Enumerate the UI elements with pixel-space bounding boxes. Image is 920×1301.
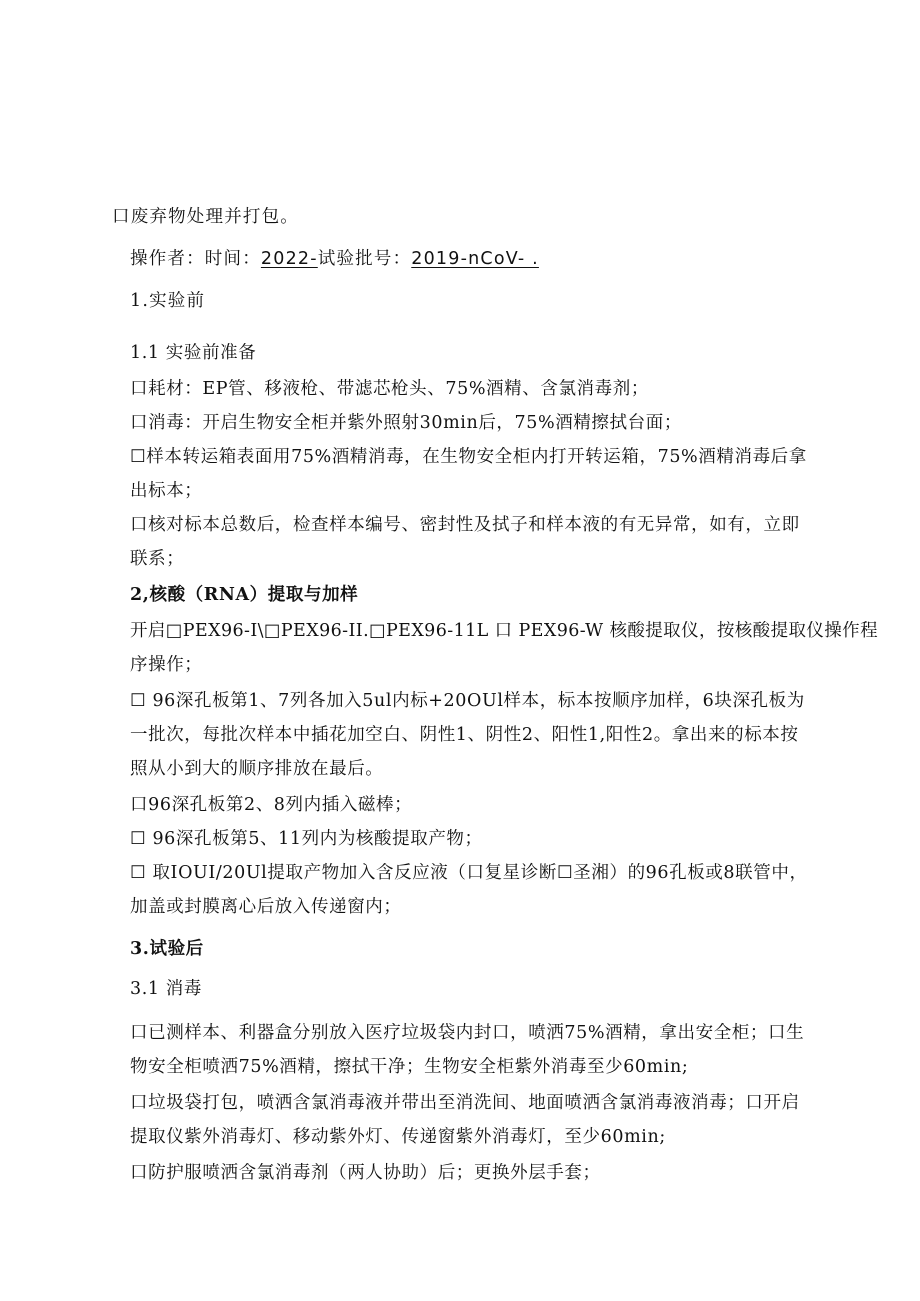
- item-2-start-extractor-cont: 序操作；: [130, 655, 203, 675]
- batch-number-value: 2019-nCoV- .: [411, 249, 539, 269]
- item-1-1-verify-samples: 口核对标本总数后，检查样本编号、密封性及拭子和样本液的有无异常，如有，立即: [130, 515, 800, 535]
- heading-1-1: 1.1 实验前准备: [130, 343, 257, 363]
- item-3-1-garbage-bags-cont: 提取仪紫外消毒灯、移动紫外灯、传递窗紫外消毒灯，至少60min;: [130, 1127, 666, 1147]
- item-2-reaction-plate: ☐ 取IOUI/20Ul提取产物加入含反应液（口复星诊断☐圣湘）的96孔板或8联管中，: [130, 863, 808, 883]
- heading-3-1: 3.1 消毒: [130, 979, 202, 999]
- item-2-extraction-product: ☐ 96深孔板第5、11列内为核酸提取产物；: [130, 829, 483, 849]
- item-2-reaction-plate-cont: 加盖或封膜离心后放入传递窗内；: [130, 897, 402, 917]
- item-1-1-transport-box-cont: 出标本；: [130, 481, 203, 501]
- item-2-magnetic-rods: 口96深孔板第2、8列内插入磁棒；: [130, 795, 413, 815]
- item-2-deep-well-columns-cont2: 照从小到大的顺序排放在最后。: [130, 759, 384, 779]
- operator-line: [130, 248, 539, 270]
- item-1-1-transport-box: ☐样本转运箱表面用75%酒精消毒，在生物安全柜内打开转运箱，75%酒精消毒后拿: [130, 447, 807, 467]
- item-3-1-tested-samples-cont: 物安全柜喷洒75%酒精，擦拭干净；生物安全柜紫外消毒至少60min;: [130, 1057, 689, 1077]
- heading-1: 1.实验前: [130, 291, 206, 311]
- item-3-1-garbage-bags: 口垃圾袋打包，喷洒含氯消毒液并带出至消洗间、地面喷洒含氯消毒液消毒；口开启: [130, 1093, 800, 1113]
- item-3-1-protective-suit: 口防护服喷洒含氯消毒剂（两人协助）后；更换外层手套；: [130, 1163, 601, 1183]
- item-3-1-tested-samples: 口已测样本、利器盒分别放入医疗垃圾袋内封口，喷洒75%酒精，拿出安全柜；口生: [130, 1023, 805, 1043]
- waste-disposal-line: 口废弃物处理并打包。: [112, 207, 299, 227]
- item-2-deep-well-columns-cont: 一批次，每批次样本中插花加空白、阴性1、阴性2、阳性1,阳性2。拿出来的标本按: [130, 725, 799, 745]
- item-1-1-verify-samples-cont: 联系；: [130, 549, 185, 569]
- heading-3: 3.试验后: [130, 939, 204, 959]
- operator-time-value: 2022-: [260, 249, 318, 269]
- item-2-start-extractor: 开启□PEX96-I\□PEX96-II.□PEX96-11L 口 PEX96-W 核酸提取仪，按核酸提取仪操作程: [130, 621, 878, 641]
- item-2-deep-well-columns: ☐ 96深孔板第1、7列各加入5ul内标+20OUl样本，标本按顺序加样，6块深孔板为: [130, 691, 805, 711]
- heading-2: 2,核酸（RNA）提取与加样: [130, 585, 359, 605]
- item-1-1-consumables: 口耗材：EP管、移液枪、带滤芯枪头、75%酒精、含氯消毒剂；: [130, 379, 649, 399]
- batch-number-label: 试验批号：: [317, 249, 412, 269]
- item-1-1-disinfection: 口消毒：开启生物安全柜并紫外照射30min后，75%酒精擦拭台面；: [130, 413, 682, 433]
- operator-time-label: 操作者：时间：: [130, 249, 261, 269]
